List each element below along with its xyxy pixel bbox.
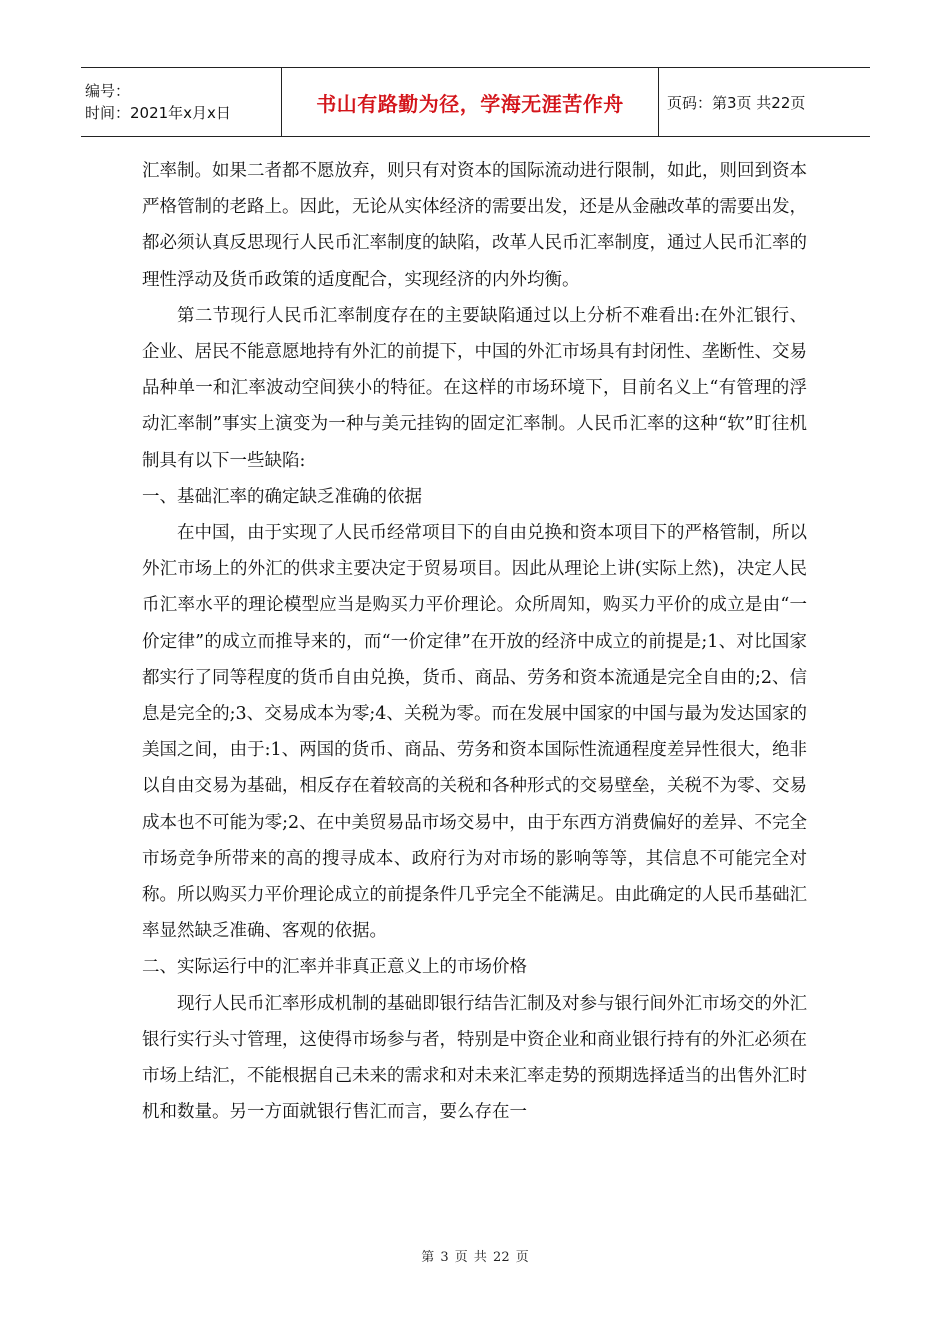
document-date: 时间：2021年x月x日: [85, 104, 231, 122]
header-motto: [282, 68, 659, 136]
document-header: [81, 67, 870, 137]
paragraph: 第二节现行人民币汇率制度存在的主要缺陷通过以上分析不难看出:在外汇银行、企业、居民不能意愿地持有外汇的前提下，中国的外汇市场具有封闭性、垄断性、交易品种单一和汇率波动空间狭小的特征。在这样的市场环境下，目前名义上“有管理的浮动汇率制”事实上演变为一种与美元挂钩的固定汇率制。人民币汇率的这种“软”盯往机制具有以下一些缺陷:: [142, 305, 807, 471]
document-body: [142, 153, 807, 1130]
header-meta: [81, 68, 282, 136]
paragraph: 在中国，由于实现了人民币经常项目下的自由兑换和资本项目下的严格管制，所以外汇市场上的外汇的供求主要决定于贸易项目。因此从理论上讲(实际上然)，决定人民币汇率水平的理论模型应当是购买力平价理论。众所周知，购买力平价的成立是由“一价定律”的成立而推导来的，而“一价定律”在开放的经济中成立的前提是;1、对比国家都实行了同等程度的货币自由兑换，货币、商品、劳务和资本流通是完全自由的;2、信息是完全的;3、交易成本为零;4、关税为零。而在发展中国家的中国与最为发达国家的美国之间，由于:1、两国的货币、商品、劳务和资本国际性流通程度差异性很大，绝非以自由交易为基础，相反存在着较高的关税和各种形式的交易壁垒，关税不为零、交易成本也不可能为零;2、在中美贸易品市场交易中，由于东西方消费偏好的差异、不完全市场竞争所带来的高的搜寻成本、政府行为对市场的影响等等，其信息不可能完全对称。所以购买力平价理论成立的前提条件几乎完全不能满足。由此确定的人民币基础汇率显然缺乏准确、客观的依据。: [142, 523, 807, 942]
paragraph: 汇率制。如果二者都不愿放弃，则只有对资本的国际流动进行限制，如此，则回到资本严格管制的老路上。因此，无论从实体经济的需要出发，还是从金融改革的需要出发，都必须认真反思现行人民币汇率制度的缺陷，改革人民币汇率制度，通过人民币汇率的理性浮动及货币政策的适度配合，实现经济的内外均衡。: [142, 161, 807, 290]
header-page-info: [659, 68, 870, 136]
page-info-text: 页码：第3页 共22页: [667, 93, 806, 112]
motto-text: 书山有路勤为径，学海无涯苦作舟: [316, 91, 624, 116]
document-number-label: 编号：: [85, 82, 131, 100]
paragraph: 现行人民币汇率形成机制的基础即银行结告汇制及对参与银行间外汇市场交的外汇银行实行头寸管理，这使得市场参与者，特别是中资企业和商业银行持有的外汇必须在市场上结汇，不能根据自己未来的需求和对未来汇率走势的预期选择适当的出售外汇时机和数量。另一方面就银行售汇而言，要么存在一: [142, 993, 807, 1123]
section-heading: 二、实际运行中的汇率并非真正意义上的市场价格: [142, 957, 527, 978]
section-heading: 一、基础汇率的确定缺乏准确的依据: [142, 486, 422, 507]
page-footer: 第 3 页 共 22 页: [421, 1250, 529, 1265]
